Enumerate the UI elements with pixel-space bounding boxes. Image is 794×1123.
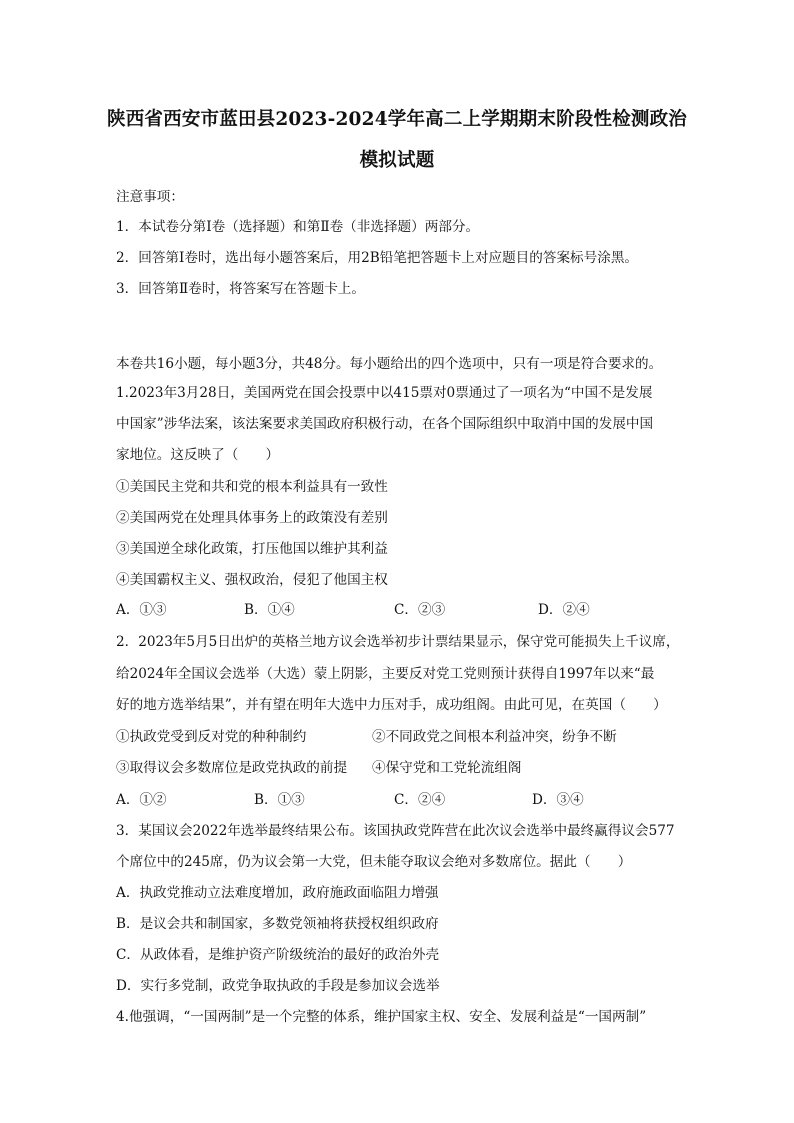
notes-heading: 注意事项： <box>116 189 184 205</box>
q4-stem-line-1: 4.他强调，“一国两制”是一个完整的体系，维护国家主权、安全、发展利益是“一国两制” <box>116 1009 647 1025</box>
q2-option-a: A．①② <box>116 792 167 808</box>
note-item-2: 2．回答第Ⅰ卷时，选出每小题答案后，用2B铅笔把答题卡上对应题目的答案标号涂黑。 <box>116 250 639 266</box>
q3-option-a: A．执政党推动立法难度增加，政府施政面临阻力增强 <box>116 885 439 901</box>
q3-option-c: C．从政体看，是维护资产阶级统治的最好的政治外壳 <box>116 947 440 963</box>
q1-option-c: C．②③ <box>394 602 446 618</box>
q3-option-b: B．是议会共和制国家，多数党领袖将获授权组织政府 <box>116 916 439 932</box>
q2-stem-line-2: 给2024年全国议会选举（大选）蒙上阴影，主要反对党工党则预计获得自1997年以来“最 <box>116 666 655 682</box>
document-title-line-2: 模拟试题 <box>359 150 435 171</box>
document-title-line-1: 陕西省西安市蓝田县2023-2024学年高二上学期期末阶段性检测政治 <box>107 109 687 130</box>
q1-option-b: B．①④ <box>244 602 295 618</box>
q2-item-4: ④保守党和工党轮流组阁 <box>372 760 522 776</box>
q1-option-a: A．①③ <box>116 602 167 618</box>
q2-stem-line-1: 2．2023年5月5日出炉的英格兰地方议会选举初步计票结果显示，保守党可能损失上千议席， <box>116 634 680 650</box>
q1-stem-line-3: 家地位。这反映了（ ） <box>116 447 280 463</box>
q1-stem-line-2: 中国家”涉华法案，该法案要求美国政府积极行动，在各个国际组织中取消中国的发展中国 <box>116 416 654 432</box>
q1-stem-line-1: 1.2023年3月28日，美国两党在国会投票中以415票对0票通过了一项名为“中国不是发展 <box>116 385 653 401</box>
q2-option-d: D．③④ <box>532 792 584 808</box>
q3-stem-line-2: 个席位中的245席，仍为议会第一大党，但未能夺取议会绝对多数席位。据此（ ） <box>116 854 632 870</box>
q3-stem-line-1: 3．某国议会2022年选举最终结果公布。该国执政党阵营在此次议会选举中最终赢得议会577 <box>116 823 675 839</box>
q1-item-1: ①美国民主党和共和党的根本利益具有一致性 <box>116 479 388 495</box>
q1-item-2: ②美国两党在处理具体事务上的政策没有差别 <box>116 510 388 526</box>
q1-item-4: ④美国霸权主义、强权政治，侵犯了他国主权 <box>116 572 388 588</box>
q2-option-c: C．②④ <box>394 792 446 808</box>
note-item-3: 3．回答第Ⅱ卷时，将答案写在答题卡上。 <box>116 281 365 297</box>
q2-item-1: ①执政党受到反对党的种种制约 <box>116 729 307 745</box>
q1-option-d: D．②④ <box>538 602 590 618</box>
q2-item-3: ③取得议会多数席位是政党执政的前提 <box>116 760 348 776</box>
q2-stem-line-3: 好的地方选举结果”，并有望在明年大选中力压对手，成功组阁。由此可见，在英国（ ） <box>116 697 667 713</box>
q2-option-b: B．①③ <box>254 792 305 808</box>
q3-option-d: D．实行多党制，政党争取执政的手段是参加议会选举 <box>116 978 440 994</box>
q2-item-2: ②不同政党之间根本利益冲突，纷争不断 <box>372 729 617 745</box>
section-intro: 本卷共16小题，每小题3分，共48分。每小题给出的四个选项中，只有一项是符合要求的。 <box>116 356 663 372</box>
note-item-1: 1．本试卷分第Ⅰ卷（选择题）和第Ⅱ卷（非选择题）两部分。 <box>116 219 480 235</box>
q1-item-3: ③美国逆全球化政策，打压他国以维护其利益 <box>116 541 388 557</box>
